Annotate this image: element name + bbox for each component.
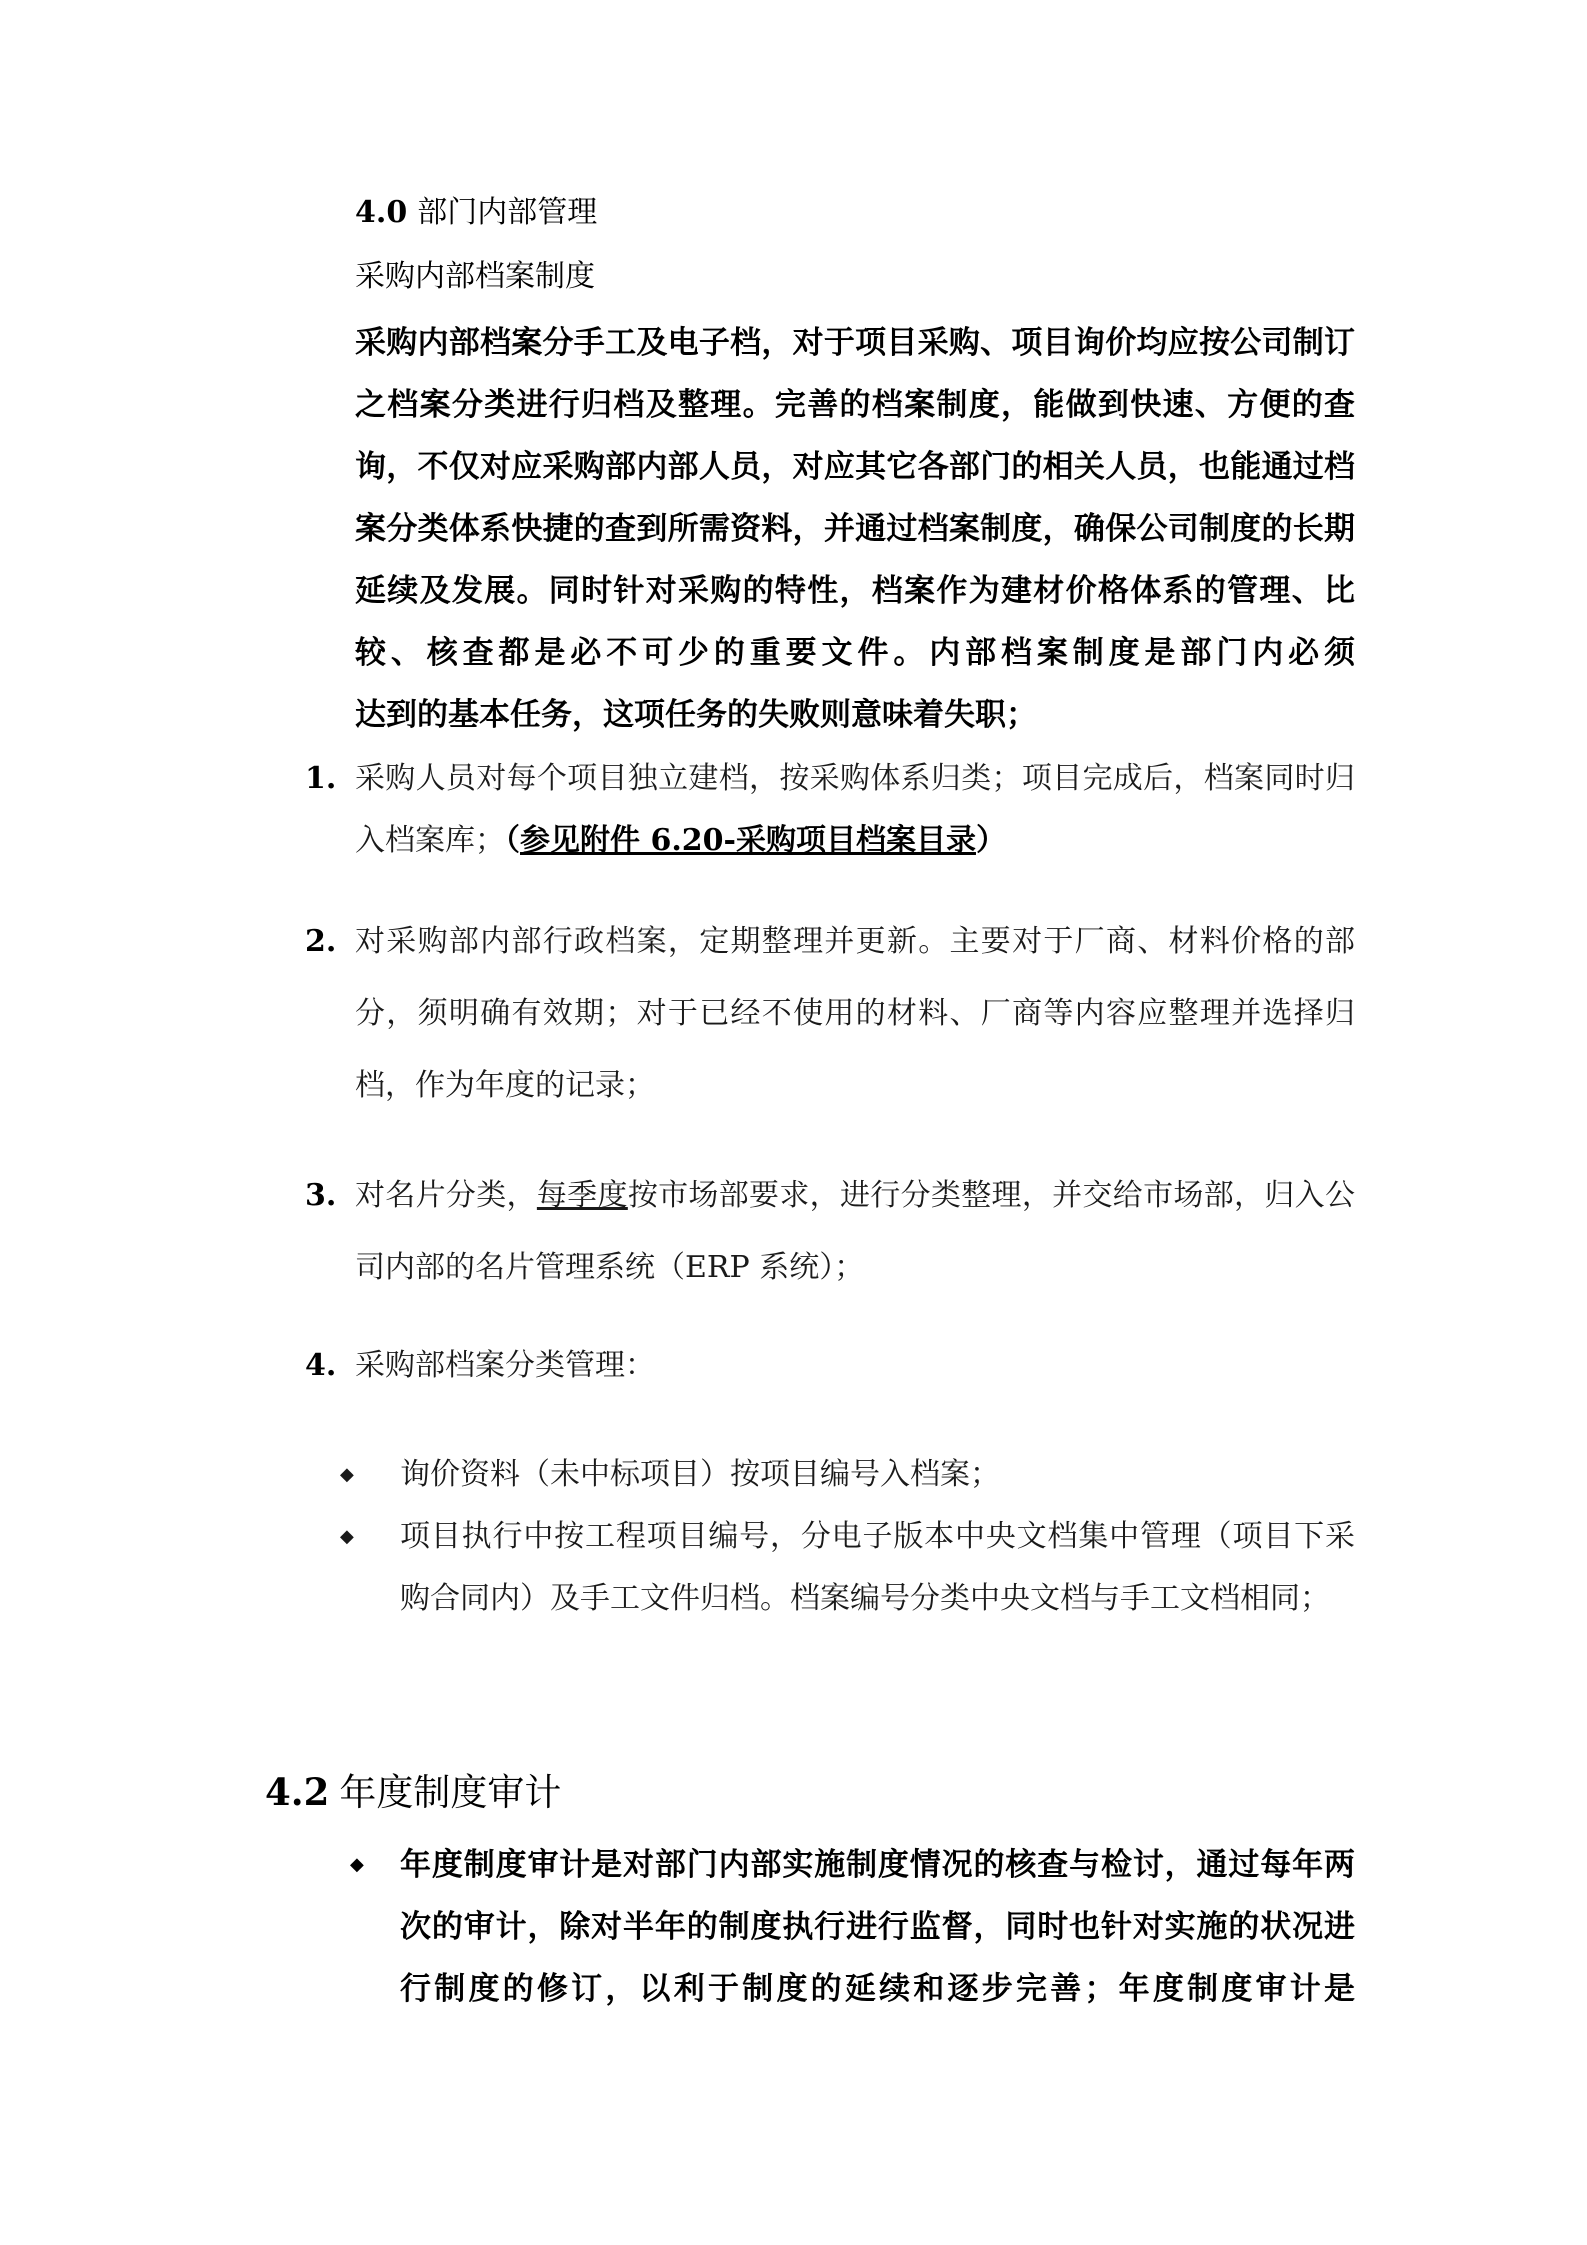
bullet-item bbox=[350, 1834, 1355, 2020]
bullet-item bbox=[340, 1506, 1355, 1630]
list-text: 采购部档案分类管理： bbox=[355, 1348, 655, 1383]
list-number: 2. bbox=[305, 924, 337, 959]
section-heading-4-0 bbox=[355, 188, 597, 238]
section-title: 部门内部管理 bbox=[417, 195, 598, 230]
list-text: 采购人员对每个项目独立建档，按采购体系归类；项目完成后，档案同时归入档案库；（参见附件 6.20-采购项目档案目录） bbox=[355, 761, 1355, 858]
bullet-text: 询价资料（未中标项目）按项目编号入档案； bbox=[400, 1457, 1000, 1492]
list-number: 1. bbox=[305, 761, 337, 796]
section-number: 4.0 bbox=[355, 195, 408, 230]
list-number: 4. bbox=[305, 1348, 337, 1383]
attachment-link[interactable]: 参见附件 6.20-采购项目档案目录 bbox=[520, 823, 976, 858]
list-text: 对名片分类，每季度按市场部要求，进行分类整理，并交给市场部，归入公司内部的名片管理系统（ERP 系统）； bbox=[355, 1178, 1355, 1285]
underlined-text: 每季度 bbox=[536, 1178, 628, 1213]
body-paragraph bbox=[355, 312, 1355, 746]
section-title: 年度制度审计 bbox=[339, 1771, 562, 1814]
diamond-bullet-icon: ◆ bbox=[340, 1526, 354, 1547]
diamond-bullet-icon: ◆ bbox=[340, 1464, 354, 1485]
list-number: 3. bbox=[305, 1178, 337, 1213]
diamond-bullet-icon: ◆ bbox=[350, 1854, 364, 1875]
paragraph-text: 采购内部档案分手工及电子档，对于项目采购、项目询价均应按公司制订之档案分类进行归档及整理。完善的档案制度，能做到快速、方便的查询，不仅对应采购部内部人员，对应其它各部门的相关人员，也能通过档案分类体系快捷的查到所需资料，并通过档案制度，确保公司制度的长期延续及发展。同时针对采购的特性，档案作为建材价格体系的管理、比较、核查都是必不可少的重要文件。内部档案制度是部门内必须 bbox=[355, 325, 1355, 671]
subsection-title: 采购内部档案制度 bbox=[355, 259, 595, 294]
bullet-text: 年度制度审计是对部门内部实施制度情况的核查与检讨，通过每年两次的审计，除对半年的制度执行进行监督，同时也针对实施的状况进行制度的修订，以利于制度的延续和逐步完善；年度制度审计是 bbox=[400, 1847, 1355, 2007]
reference: （参见附件 6.20-采购项目档案目录） bbox=[505, 823, 1006, 858]
list-item bbox=[305, 1338, 1355, 1394]
list-item bbox=[305, 748, 1355, 872]
paragraph-last-line: 达到的基本任务，这项任务的失败则意味着失职； bbox=[355, 697, 1037, 733]
bullet-text: 项目执行中按工程项目编号，分电子版本中央文档集中管理（项目下采购合同内）及手工文件归档。档案编号分类中央文档与手工文档相同； bbox=[400, 1519, 1355, 1616]
section-heading-4-2 bbox=[265, 1764, 561, 1821]
list-item bbox=[305, 1160, 1355, 1304]
list-item bbox=[305, 906, 1355, 1122]
list-text: 对采购部内部行政档案，定期整理并更新。主要对于厂商、材料价格的部分，须明确有效期；对于已经不使用的材料、厂商等内容应整理并选择归档，作为年度的记录； bbox=[355, 924, 1355, 1103]
bullet-item bbox=[340, 1444, 1355, 1506]
section-number: 4.2 bbox=[265, 1770, 330, 1814]
